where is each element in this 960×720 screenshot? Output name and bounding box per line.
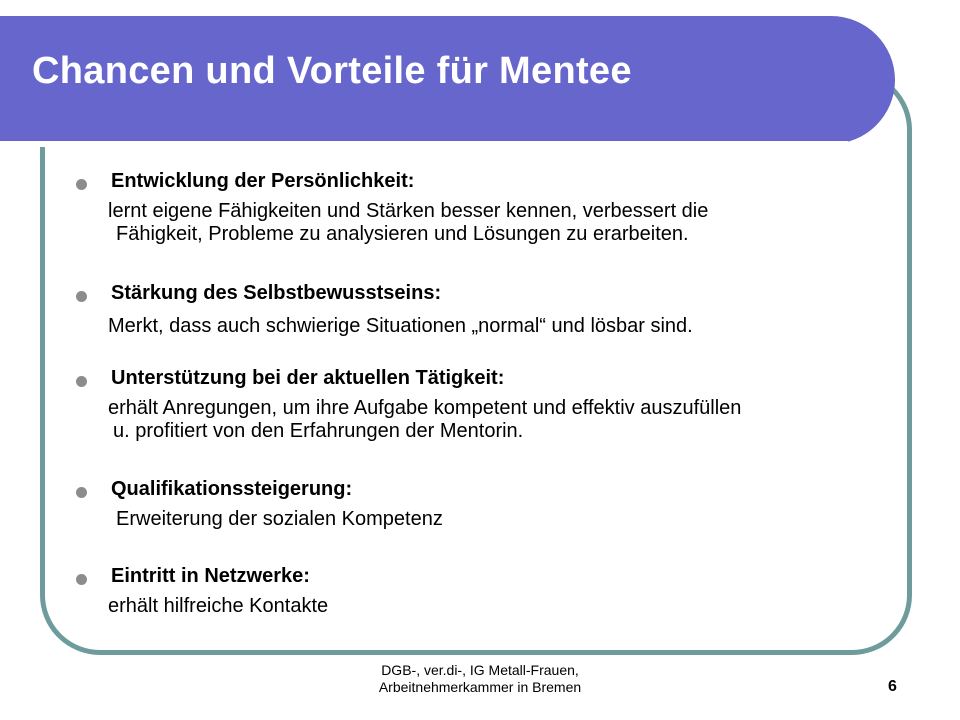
item-line: Merkt, dass auch schwierige Situationen „normal“ und lösbar sind. [108,315,693,337]
item-body [108,397,883,443]
item-line: u. profitiert von den Erfahrungen der Mentorin. [113,420,524,442]
item-heading: Unterstützung bei der aktuellen Tätigkeit: [111,367,505,389]
footer-text [330,662,630,696]
item-heading: Stärkung des Selbstbewusstseins: [111,282,442,304]
item-body [108,595,883,618]
slide-title: Chancen und Vorteile für Mentee [32,50,632,92]
item-line: erhält hilfreiche Kontakte [108,595,329,617]
bullet-dot [76,376,87,387]
bullet-dot [76,291,87,302]
title-underline [0,141,848,147]
item-line: erhält Anregungen, um ihre Aufgabe kompetent und effektiv auszufüllen [108,397,742,419]
item-line: Fähigkeit, Probleme zu analysieren und Lösungen zu erarbeiten. [116,223,689,245]
footer-line: Arbeitnehmerkammer in Bremen [378,679,582,695]
item-body [108,315,883,338]
bullet-dot [76,487,87,498]
bullet-dot [76,574,87,585]
page-number: 6 [888,678,897,695]
footer-line: DGB-, ver.di-, IG Metall-Frauen, [381,662,579,678]
item-line: Erweiterung der sozialen Kompetenz [116,508,443,530]
item-body [116,508,891,531]
item-heading: Eintritt in Netzwerke: [111,565,310,587]
bullet-dot [76,179,87,190]
item-body [108,200,883,246]
item-heading: Qualifikationssteigerung: [111,478,353,500]
item-line: lernt eigene Fähigkeiten und Stärken besser kennen, verbessert die [108,200,709,222]
item-heading: Entwicklung der Persönlichkeit: [111,170,415,192]
